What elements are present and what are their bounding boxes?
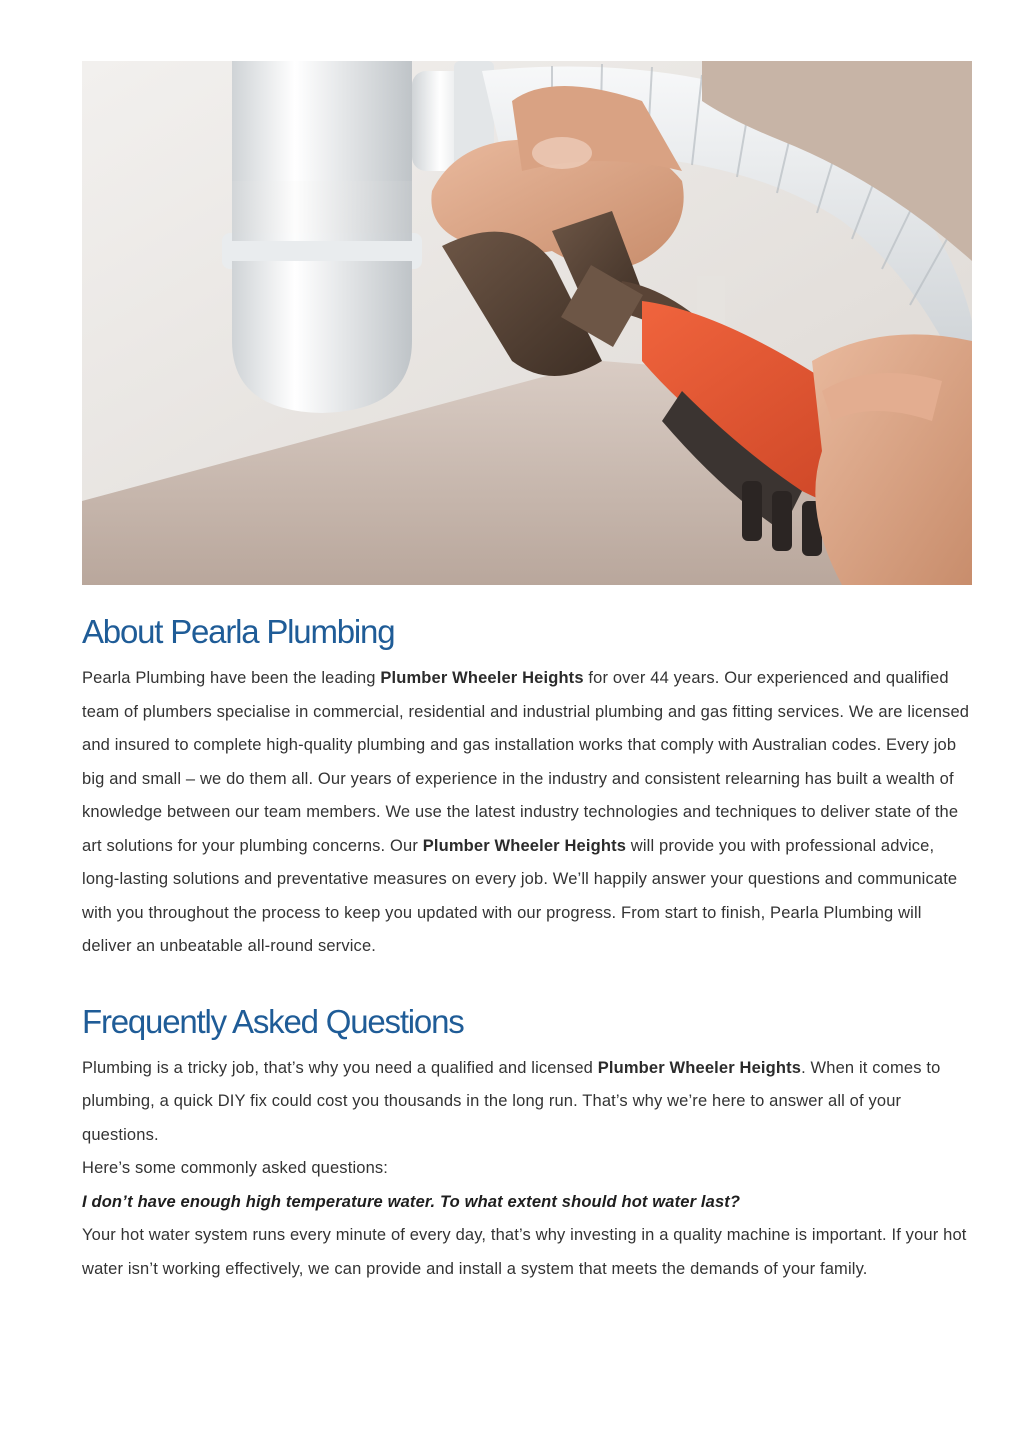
plumber-wrench-photo [82,61,972,585]
faq-question: I don’t have enough high temperature water. To what extent should hot water last? [82,1192,741,1211]
about-text-end: will provide you with professional advice, long-lasting solutions and preventative measures on every job. We’ll happily answer your questions and communicate with you throughout the process to keep you updated with our progress. From start to finish, Pearla Plumbing will deliver an unbeatable all-round service. [82,836,958,955]
keyword-plumber-wheeler-heights: Plumber Wheeler Heights [422,836,627,855]
article-content [82,608,974,1286]
faq-lead: Here’s some commonly asked questions: [82,1159,389,1177]
faq-intro-paragraph [82,1052,974,1153]
about-text-middle: for over 44 years. Our experienced and qualified team of plumbers specialise in commercial, residential and industrial plumbing and gas fitting services. We are licensed and insured to complete high-quality plumbing and gas installation works that comply with Australian codes. Every job big and small – we do them all. Our years of experience in the industry and consistent relearning has built a wealth of knowledge between our team members. We use the latest industry technologies and techniques to deliver state of the art solutions for your plumbing concerns. Our [82,669,970,855]
faq-intro-start: Plumbing is a tricky job, that’s why you need a qualified and licensed [82,1058,598,1077]
about-heading: About Pearla Plumbing [82,613,395,650]
about-paragraph [82,662,974,964]
faq-answer: Your hot water system runs every minute of every day, that’s why investing in a quality machine is important. If your hot water isn’t working effectively, we can provide and install a system that meets the demands of your family. [82,1226,967,1278]
keyword-plumber-wheeler-heights: Plumber Wheeler Heights [597,1058,802,1077]
about-text-intro: Pearla Plumbing have been the leading [82,669,381,687]
hero-image [82,61,972,585]
faq-heading: Frequently Asked Questions [82,1002,464,1040]
faq-intro-end: . When it comes to plumbing, a quick DIY fix could cost you thousands in the long run. That’s why we’re here to answer all of your questions. [82,1058,941,1144]
keyword-plumber-wheeler-heights: Plumber Wheeler Heights [380,669,584,687]
